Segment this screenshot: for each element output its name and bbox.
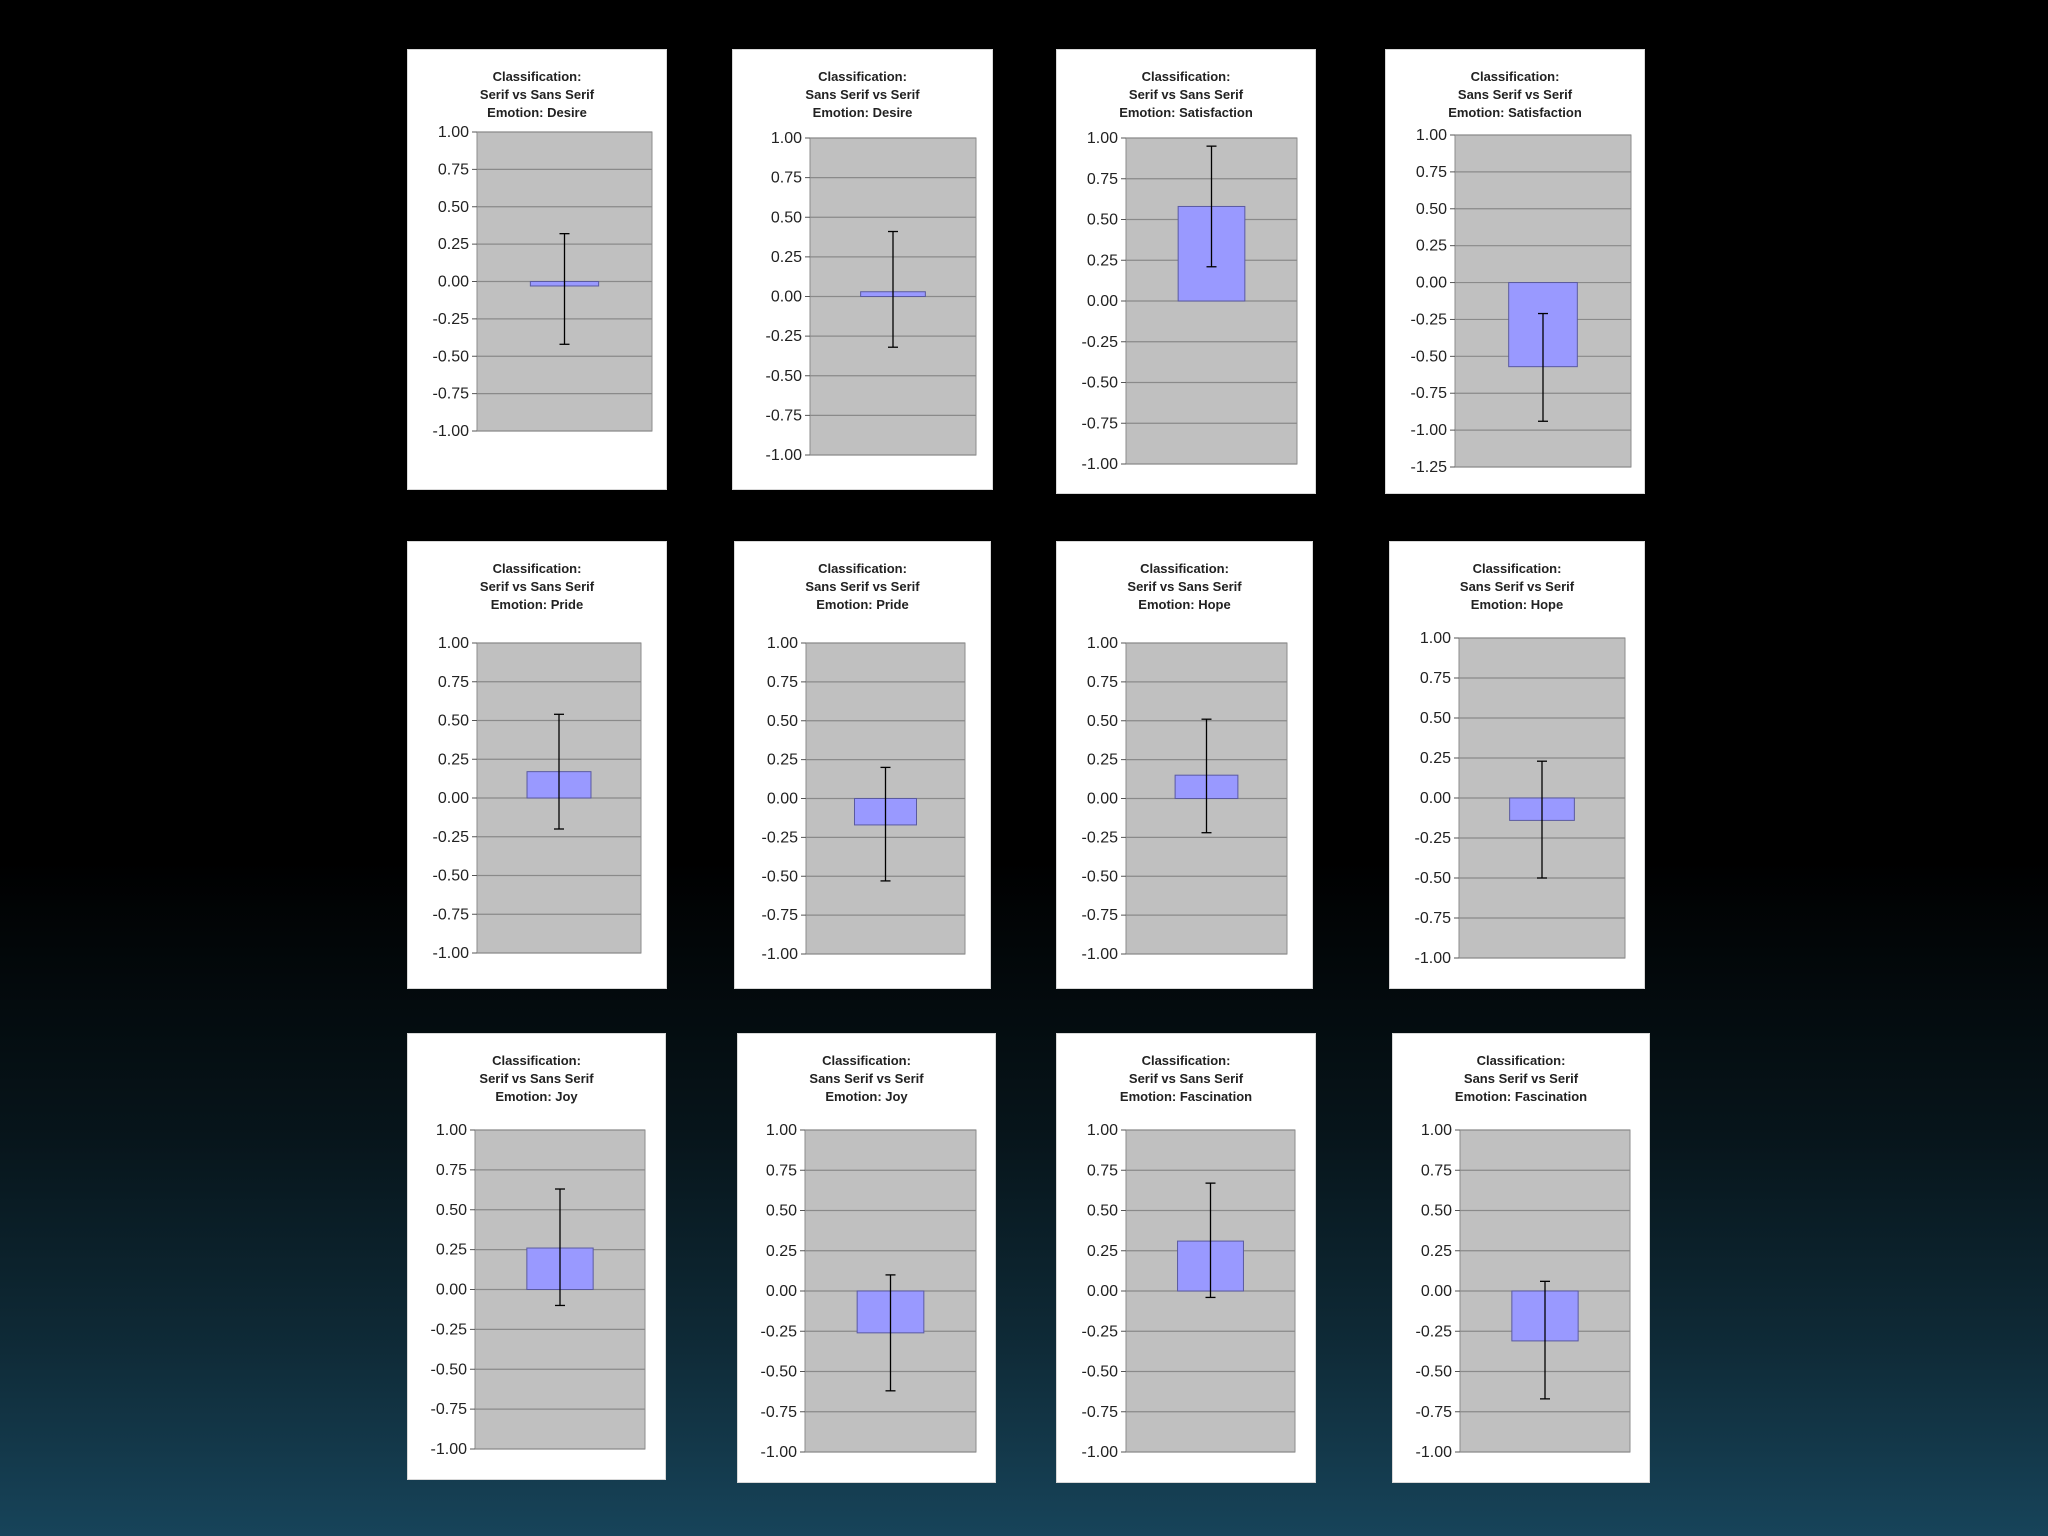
y-tick-label: -0.50 (1410, 348, 1447, 366)
y-tick-label: -0.50 (432, 348, 469, 366)
y-tick-label: -0.25 (432, 828, 469, 846)
y-tick-label: 0.25 (1419, 750, 1451, 767)
chart-title-line-3: Emotion: Joy (495, 1089, 578, 1104)
y-tick-label: 0.00 (765, 1283, 797, 1300)
y-tick-label: -1.00 (761, 946, 798, 963)
y-tick-label: -1.00 (432, 945, 469, 962)
bar-chart (735, 542, 992, 990)
y-tick-label: -1.00 (1410, 422, 1447, 440)
chart-title-line-2: Sans Serif vs Serif (1463, 1071, 1579, 1086)
y-tick-label: -0.75 (1081, 415, 1118, 433)
y-tick-label: 1.00 (1419, 630, 1451, 647)
y-tick-label: 1.00 (766, 635, 798, 652)
y-tick-label: 0.00 (1415, 274, 1447, 292)
y-tick-label: 0.50 (766, 712, 798, 730)
y-tick-label: 0.00 (770, 288, 802, 306)
chart-title-line-1: Classification: (1141, 69, 1231, 84)
chart-title-line-2: Serif vs Sans Serif (1128, 1071, 1244, 1086)
y-tick-label: -0.25 (1081, 829, 1118, 847)
y-tick-label: 0.00 (1420, 1283, 1452, 1300)
y-tick-label: 0.25 (770, 248, 802, 266)
y-tick-label: 0.50 (1086, 712, 1118, 730)
chart-title-line-2: Sans Serif vs Serif (805, 579, 920, 594)
chart-panel-serif-hope (1056, 541, 1313, 989)
y-tick-label: -1.00 (760, 1444, 797, 1461)
y-tick-label: -0.25 (1414, 830, 1451, 847)
y-tick-label: -0.75 (1414, 910, 1451, 927)
y-tick-label: 0.25 (1415, 237, 1447, 255)
y-tick-label: 0.75 (1086, 673, 1118, 691)
chart-title-line-1: Classification: (492, 69, 582, 84)
chart-panel-serif-fascination (1056, 1033, 1316, 1483)
y-tick-label: -0.50 (760, 1363, 797, 1381)
y-tick-label: 0.00 (1086, 1283, 1118, 1300)
y-tick-label: 0.75 (437, 673, 469, 691)
y-tick-label: -1.00 (765, 447, 802, 464)
bar-chart (1390, 542, 1646, 990)
y-tick-label: 0.75 (1086, 170, 1118, 188)
bar-chart (738, 1034, 997, 1484)
y-tick-label: 0.50 (1419, 710, 1451, 727)
y-tick-label: -0.25 (430, 1321, 467, 1339)
y-tick-label: -0.75 (430, 1401, 467, 1419)
chart-panel-sans-satisfaction (1385, 49, 1645, 494)
y-tick-label: -0.75 (1415, 1403, 1452, 1421)
y-tick-label: 0.50 (1420, 1202, 1452, 1220)
y-tick-label: 1.00 (1415, 127, 1447, 144)
bar-chart (408, 50, 668, 491)
y-tick-label: -0.25 (765, 328, 802, 346)
bar-chart (408, 1034, 667, 1481)
y-tick-label: -0.75 (761, 907, 798, 925)
chart-title-line-2: Sans Serif vs Serif (809, 1071, 924, 1086)
y-tick-label: 0.75 (1086, 1162, 1118, 1180)
chart-title-line-3: Emotion: Fascination (1119, 1089, 1253, 1104)
bar-chart (408, 542, 668, 990)
y-tick-label: 0.50 (770, 209, 802, 227)
chart-title-line-1: Classification: (1470, 69, 1560, 84)
y-tick-label: 0.00 (435, 1281, 467, 1299)
y-tick-label: -0.50 (1081, 374, 1118, 392)
bar-chart (1057, 1034, 1317, 1484)
y-tick-label: -0.25 (1081, 1323, 1118, 1341)
chart-title-line-3: Emotion: Desire (487, 105, 587, 120)
y-tick-label: 0.25 (1086, 252, 1118, 270)
chart-panel-sans-desire (732, 49, 993, 490)
y-tick-label: 0.00 (437, 790, 469, 807)
chart-title-line-3: Emotion: Desire (812, 105, 913, 120)
y-tick-label: 0.00 (766, 790, 798, 808)
chart-title-line-2: Serif vs Sans Serif (479, 87, 595, 102)
chart-title-line-3: Emotion: Pride (816, 597, 909, 612)
y-tick-label: 0.50 (1086, 1202, 1118, 1220)
chart-panel-serif-joy (407, 1033, 666, 1480)
chart-title-line-3: Emotion: Joy (825, 1089, 908, 1104)
y-tick-label: -0.25 (761, 829, 798, 847)
y-tick-label: 1.00 (1420, 1122, 1452, 1139)
bar-chart (1386, 50, 1646, 495)
chart-title-line-1: Classification: (818, 69, 907, 84)
chart-panel-sans-joy (737, 1033, 996, 1483)
y-tick-label: -0.25 (1410, 311, 1447, 329)
chart-title-line-1: Classification: (1141, 1053, 1231, 1068)
chart-title-line-3: Emotion: Fascination (1454, 1089, 1588, 1104)
chart-title-line-2: Sans Serif vs Serif (805, 87, 920, 102)
y-tick-label: 1.00 (1086, 635, 1118, 652)
chart-title-line-1: Classification: (822, 1053, 911, 1068)
y-tick-label: 0.25 (437, 236, 469, 254)
y-tick-label: 1.00 (770, 130, 802, 147)
y-tick-label: -1.25 (1410, 459, 1447, 476)
y-tick-label: 1.00 (1086, 1122, 1118, 1139)
chart-title-line-1: Classification: (1476, 1053, 1566, 1068)
y-tick-label: 0.25 (1086, 1242, 1118, 1260)
y-tick-label: -1.00 (1415, 1444, 1452, 1461)
y-tick-label: -0.75 (432, 906, 469, 924)
chart-title-line-2: Serif vs Sans Serif (1128, 87, 1244, 102)
y-tick-label: 1.00 (437, 124, 469, 141)
y-tick-label: -0.50 (765, 367, 802, 385)
y-tick-label: 0.25 (1420, 1242, 1452, 1260)
y-tick-label: 0.75 (766, 673, 798, 691)
y-tick-label: 1.00 (437, 635, 469, 652)
y-tick-label: 0.25 (1086, 751, 1118, 769)
y-tick-label: 0.50 (1415, 200, 1447, 218)
chart-panel-serif-desire (407, 49, 667, 490)
chart-title-line-1: Classification: (1140, 561, 1229, 576)
y-tick-label: -1.00 (432, 423, 469, 440)
y-tick-label: -0.75 (1081, 1403, 1118, 1421)
chart-panel-serif-pride (407, 541, 667, 989)
y-tick-label: 0.25 (435, 1241, 467, 1259)
y-tick-label: -0.75 (760, 1403, 797, 1421)
chart-title-line-2: Serif vs Sans Serif (479, 1071, 594, 1086)
y-tick-label: 1.00 (1086, 130, 1118, 147)
chart-panel-serif-satisfaction (1056, 49, 1316, 494)
y-tick-label: 0.75 (1420, 1162, 1452, 1180)
bar-chart (1057, 50, 1317, 495)
bar-chart (1057, 542, 1314, 990)
y-tick-label: -1.00 (430, 1441, 467, 1458)
y-tick-label: 0.75 (1415, 163, 1447, 181)
y-tick-label: 0.50 (1086, 211, 1118, 229)
y-tick-label: -0.25 (1415, 1323, 1452, 1341)
chart-title-line-3: Emotion: Satisfaction (1119, 105, 1253, 120)
chart-title-line-1: Classification: (818, 561, 907, 576)
y-tick-label: -0.50 (1081, 868, 1118, 886)
chart-title-line-2: Serif vs Sans Serif (1127, 579, 1242, 594)
y-tick-label: 0.00 (1419, 790, 1451, 807)
y-tick-label: 0.50 (437, 712, 469, 730)
y-tick-label: 0.25 (766, 751, 798, 769)
chart-title-line-2: Sans Serif vs Serif (1457, 87, 1573, 102)
y-tick-label: 0.25 (765, 1242, 797, 1260)
y-tick-label: -0.25 (1081, 333, 1118, 351)
y-tick-label: -0.50 (1415, 1363, 1452, 1381)
chart-title-line-2: Sans Serif vs Serif (1459, 579, 1575, 594)
y-tick-label: 0.50 (437, 198, 469, 216)
y-tick-label: -0.50 (761, 868, 798, 886)
y-tick-label: 0.00 (437, 273, 469, 291)
y-tick-label: -0.50 (1414, 870, 1451, 887)
y-tick-label: -0.50 (1081, 1363, 1118, 1381)
y-tick-label: 1.00 (435, 1122, 467, 1139)
chart-title-line-3: Emotion: Pride (490, 597, 584, 612)
y-tick-label: -0.50 (430, 1361, 467, 1379)
chart-title-line-1: Classification: (492, 561, 582, 576)
chart-title-line-2: Serif vs Sans Serif (479, 579, 595, 594)
y-tick-label: 0.25 (437, 751, 469, 769)
y-tick-label: -0.25 (760, 1323, 797, 1341)
y-tick-label: 0.00 (1086, 293, 1118, 310)
bar-chart (733, 50, 994, 491)
y-tick-label: -0.75 (1410, 385, 1447, 403)
y-tick-label: -1.00 (1081, 946, 1118, 963)
y-tick-label: 0.75 (437, 161, 469, 179)
y-tick-label: 0.75 (435, 1161, 467, 1179)
chart-panel-sans-pride (734, 541, 991, 989)
chart-title-line-1: Classification: (492, 1053, 581, 1068)
y-tick-label: -0.75 (765, 407, 802, 425)
bar-chart (1393, 1034, 1651, 1484)
y-tick-label: 0.75 (770, 169, 802, 187)
chart-title-line-3: Emotion: Hope (1138, 597, 1231, 612)
y-tick-label: -0.25 (432, 310, 469, 328)
y-tick-label: -1.00 (1081, 1444, 1118, 1461)
y-tick-label: 0.75 (1419, 670, 1451, 687)
y-tick-label: 0.00 (1086, 790, 1118, 808)
chart-title-line-3: Emotion: Hope (1470, 597, 1564, 612)
chart-panel-sans-hope (1389, 541, 1645, 989)
y-tick-label: 0.50 (765, 1202, 797, 1220)
y-tick-label: -0.75 (432, 385, 469, 403)
y-tick-label: -1.00 (1081, 456, 1118, 473)
chart-panel-sans-fascination (1392, 1033, 1650, 1483)
chart-title-line-3: Emotion: Satisfaction (1448, 105, 1582, 120)
chart-title-line-1: Classification: (1472, 561, 1562, 576)
y-tick-label: -0.75 (1081, 907, 1118, 925)
y-tick-label: 1.00 (765, 1122, 797, 1139)
y-tick-label: -1.00 (1414, 950, 1451, 967)
y-tick-label: 0.75 (765, 1162, 797, 1180)
y-tick-label: 0.50 (435, 1201, 467, 1219)
y-tick-label: -0.50 (432, 867, 469, 885)
